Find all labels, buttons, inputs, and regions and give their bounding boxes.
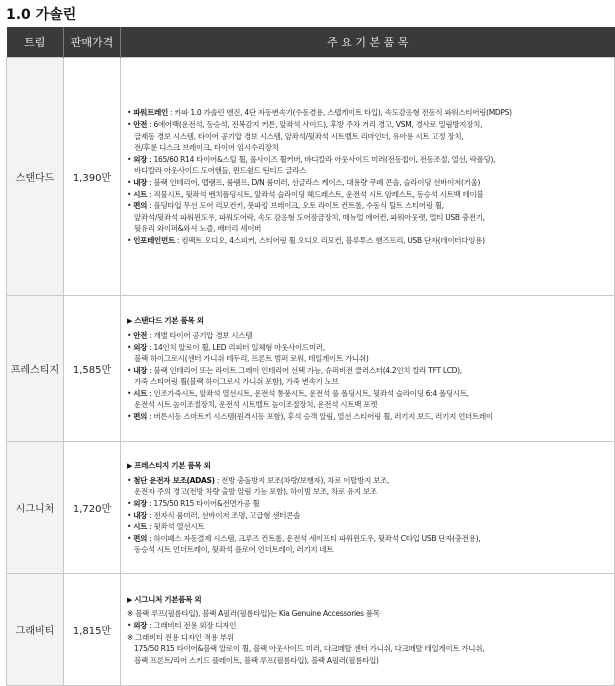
bullet-icon: • bbox=[127, 108, 134, 118]
feature-value: 직물시트, 뒷좌석 벤치폴딩시트, 앞좌석 슬라이딩 헤드레스트, 운전석 시트 암레스트, 동승석 시트백 테이블 bbox=[153, 189, 484, 199]
note-line: ※ 블랙 루프(필름타입), 블랙 A필러(필름타입)는 Kia Genuine Accessories 품목 bbox=[127, 609, 380, 619]
feature-value: 풀딩타입 무선 도어 리모컨키, 풋파킹 브레이크, 오토 라이트 컨트롤, 수동식 틸트 스티어링 휠, bbox=[153, 201, 444, 211]
feature-line bbox=[127, 212, 610, 224]
feature-key: 편의 bbox=[133, 201, 148, 211]
feature-value: 앞좌석/뒷좌석 파워윈도우, 파워도어락, 속도 감응형 도어잠금장치, 매뉴얼 에어컨, 파워아웃렛, 멀티 USB 충전기, bbox=[134, 212, 485, 222]
table-row bbox=[7, 574, 615, 686]
separator: : bbox=[147, 154, 154, 164]
feature-line bbox=[127, 131, 610, 143]
header-trim: 트림 bbox=[7, 27, 64, 58]
triangle-right-icon: ▶ bbox=[127, 462, 135, 471]
feature-line bbox=[127, 353, 610, 365]
feature-value: 전방 충돌방지 보조(차량/보행자), 차로 이탈방지 보조, bbox=[221, 475, 390, 485]
bullet-icon: • bbox=[127, 412, 134, 422]
bullet-icon: • bbox=[127, 120, 134, 130]
separator: : bbox=[147, 620, 154, 630]
separator: : bbox=[174, 235, 182, 245]
feature-key: 안전 bbox=[133, 330, 148, 340]
feature-key: 내장 bbox=[133, 365, 148, 375]
feature-line bbox=[127, 486, 610, 498]
separator: : bbox=[147, 510, 154, 520]
separator: : bbox=[147, 498, 154, 508]
separator: : bbox=[147, 178, 154, 187]
base-heading bbox=[127, 315, 610, 328]
table-row bbox=[7, 442, 615, 574]
bullet-icon: • bbox=[127, 510, 134, 520]
feature-line bbox=[127, 510, 610, 522]
price-cell: 1,585만 bbox=[64, 296, 121, 442]
note-line: 175/50 R15 타이어&블랙 알로이 휠, 블랙 아웃사이드 미러, 다크메탈 센터 가니쉬, 다크메탈 테일게이트 가니쉬, bbox=[134, 644, 485, 654]
header-price: 판매가격 bbox=[64, 27, 121, 58]
bullet-icon: • bbox=[127, 178, 134, 187]
feature-line bbox=[127, 165, 610, 177]
feature-line bbox=[127, 142, 610, 154]
feature-line bbox=[127, 235, 610, 247]
feature-key: 파워트레인 bbox=[133, 108, 168, 118]
base-heading-label: 프레스티지 기본 품목 외 bbox=[134, 461, 211, 471]
feature-value: 뒷유리 와이퍼&와셔 노즐, 배터리 세이버 bbox=[134, 224, 262, 234]
feature-key: 인포테인먼트 bbox=[133, 235, 175, 245]
feature-key: 안전 bbox=[133, 120, 148, 130]
feature-line bbox=[127, 544, 610, 556]
triangle-right-icon: ▶ bbox=[127, 317, 135, 326]
price-cell: 1,390만 bbox=[64, 58, 121, 296]
feature-line bbox=[127, 342, 610, 354]
separator: : bbox=[147, 330, 154, 340]
separator: : bbox=[147, 201, 154, 211]
bullet-icon: • bbox=[127, 201, 134, 211]
feature-value: 14인치 알로이 휠, LED 리피터 일체형 아웃사이드미러, bbox=[153, 342, 325, 352]
base-heading-label: 시그니처 기본품목 외 bbox=[134, 594, 202, 604]
feature-key: 내장 bbox=[133, 510, 148, 520]
table-row bbox=[7, 58, 615, 296]
feature-value: 운전석 시트 높이조절장치, 운전석 시트벨트 높이조절장치, 운전석 시트백 포켓 bbox=[134, 400, 378, 410]
separator: : bbox=[147, 189, 154, 199]
bullet-icon: • bbox=[127, 533, 134, 543]
note-line: 블랙 프론트/리어 스키드 플레이트, 블랙 루프(필름타입), 블랙 A필러(필름타입) bbox=[134, 655, 379, 665]
feature-key: 편의 bbox=[133, 412, 148, 422]
separator: : bbox=[147, 342, 154, 352]
feature-line bbox=[127, 388, 610, 400]
bullet-icon: • bbox=[127, 620, 134, 630]
feature-value: 동승석 시트 언더트레이, 뒷좌석 플로어 언더트레이, 러기지 네트 bbox=[134, 545, 334, 555]
feature-line bbox=[127, 107, 610, 119]
base-heading-label: 스탠다드 기본 품목 외 bbox=[134, 316, 204, 326]
trim-cell: 프레스티지 bbox=[7, 296, 64, 442]
feature-value: 가죽 스티어링 휠(블랙 하이그로시 가니쉬 포함), 가죽 변속기 노브 bbox=[134, 377, 339, 387]
features-cell bbox=[121, 296, 615, 442]
feature-key: 시트 bbox=[133, 522, 148, 532]
table-row bbox=[7, 296, 615, 442]
feature-value: 컴팩트 오디오, 4스피커, 스티어링 휠 오디오 리모컨, 블루투스 핸즈프리, USB 단자(데이터다잉용) bbox=[181, 235, 485, 245]
trim-cell: 그래비티 bbox=[7, 574, 64, 686]
feature-value: 하이패스 자동결제 시스템, 크루즈 컨트롤, 운전석 세이프티 파워윈도우, 뒷좌석 C타입 USB 단자(충전용), bbox=[153, 533, 481, 543]
bullet-icon: • bbox=[127, 235, 134, 245]
note-line: ※ 그래비티 전용 디자인 적용 부위 bbox=[127, 632, 234, 642]
bullet-icon: • bbox=[127, 189, 134, 199]
feature-line bbox=[127, 189, 610, 201]
feature-key: 첨단 운전자 보조(ADAS) bbox=[133, 475, 215, 485]
feature-value: 카파 1.0 가솔린 엔진, 4단 자동변속기(수동겸용, 스텝게이트 타입), 속도감응형 전동식 파워스티어링(MDPS) bbox=[174, 108, 512, 118]
feature-value: 블랙 인테리어, 맵램프, 룸램프, D/N 룸미러, 선글라스 케이스, 대용량 쿠페 콘솔, 슬라이딩 선바이저(거울) bbox=[153, 178, 481, 187]
separator: : bbox=[167, 108, 175, 118]
bullet-icon: • bbox=[127, 154, 134, 164]
feature-line bbox=[127, 533, 610, 545]
base-heading bbox=[127, 460, 610, 473]
feature-line bbox=[127, 376, 610, 388]
bullet-icon: • bbox=[127, 475, 134, 485]
feature-value: 블랙 인테리어 또는 라이트 그레이 인테리어 선택 가능, 슈퍼비전 클러스터(4.2인치 칼라 TFT LCD), bbox=[153, 365, 462, 375]
feature-value: 버튼시동 스마트키 시스템(원격시동 포함), 후석 승객 알림, 열선 스티어링 휠, 러기지 보드, 러기지 언더트레이 bbox=[153, 412, 493, 422]
feature-line bbox=[127, 330, 610, 342]
feature-key: 편의 bbox=[133, 533, 148, 543]
feature-key: 시트 bbox=[133, 388, 148, 398]
feature-value: 인조가죽시트, 앞좌석 열선시트, 운전석 통풍시트, 운전석 풀 폴딩시트, 뒷좌석 슬라이딩 6:4 폴딩시트, bbox=[153, 388, 469, 398]
separator: : bbox=[214, 475, 222, 485]
feature-value: 개별 타이어 공기압 경보 시스템 bbox=[153, 330, 253, 340]
feature-value: 운전자 주의 경고(전방 차량 출발 알림 기능 포함), 하이빔 보조, 차로 유지 보조 bbox=[134, 487, 377, 497]
separator: : bbox=[147, 522, 154, 532]
header-features: 주 요 기 본 품 목 bbox=[121, 27, 615, 58]
separator: : bbox=[147, 365, 154, 375]
feature-value: 블랙 하이그로시(센터 가니쉬 테두리, 프론트 범퍼 로워, 테일게이트 가니쉬) bbox=[134, 354, 369, 364]
feature-line bbox=[127, 177, 610, 189]
spec-table bbox=[6, 27, 615, 686]
feature-line bbox=[127, 498, 610, 510]
feature-value: 그래비티 전용 외장 디자인 bbox=[153, 620, 237, 630]
separator: : bbox=[147, 120, 154, 130]
feature-key: 시트 bbox=[133, 189, 148, 199]
feature-line bbox=[127, 154, 610, 166]
features-cell bbox=[121, 442, 615, 574]
feature-value: 바디칼라 아웃사이드 도어핸들, 윈드쉴드 틴티드 글라스 bbox=[134, 166, 307, 176]
bullet-icon: • bbox=[127, 498, 134, 508]
feature-value: 175/50 R15 타이어&전면가공 휠 bbox=[153, 498, 260, 508]
features-cell bbox=[121, 58, 615, 296]
bullet-icon: • bbox=[127, 342, 134, 352]
page-title: 1.0 가솔린 bbox=[6, 7, 77, 23]
trim-cell: 스탠다드 bbox=[7, 58, 64, 296]
feature-line bbox=[127, 119, 610, 131]
features-cell bbox=[121, 574, 615, 686]
feature-line bbox=[127, 475, 610, 487]
bullet-icon: • bbox=[127, 388, 134, 398]
triangle-right-icon: ▶ bbox=[127, 595, 135, 604]
feature-value: 전/후륜 디스크 브레이크, 타이어 임시수리장치 bbox=[134, 143, 279, 153]
feature-key: 외장 bbox=[133, 498, 148, 508]
feature-line bbox=[127, 521, 610, 533]
base-heading bbox=[127, 594, 610, 607]
feature-value: 전자식 룸미러, 선바이저 조명, 고급형 센터콘솔 bbox=[153, 510, 301, 520]
feature-value: 6에어백(운전석, 동승석, 전복감지 커튼, 앞좌석 사이드), 후방 주차 거리 경고, VSM, 경사로 밀림방지장치, bbox=[153, 120, 483, 130]
feature-value: 165/60 R14 타이어&스틸 휠, 풀사이즈 휠커버, 바디칼라 아웃사이드 미러(전동접이, 전동조절, 열선, 락폴딩), bbox=[153, 154, 496, 164]
table-header-row bbox=[7, 27, 615, 58]
bullet-icon: • bbox=[127, 330, 134, 340]
feature-line bbox=[127, 365, 610, 377]
feature-value: 뒷좌석 열선시트 bbox=[153, 522, 205, 532]
feature-key: 외장 bbox=[133, 342, 148, 352]
separator: : bbox=[147, 412, 154, 422]
feature-value: 급제동 경보 시스템, 타이어 공기압 경보 시스템, 앞좌석/뒷좌석 시트벨트 리마인더, 유아용 시트 고정 장치, bbox=[134, 131, 464, 141]
trim-cell: 시그니처 bbox=[7, 442, 64, 574]
feature-line bbox=[127, 223, 610, 235]
feature-line bbox=[127, 399, 610, 411]
price-cell: 1,815만 bbox=[64, 574, 121, 686]
feature-line bbox=[127, 200, 610, 212]
bullet-icon: • bbox=[127, 522, 134, 532]
price-cell: 1,720만 bbox=[64, 442, 121, 574]
bullet-icon: • bbox=[127, 365, 134, 375]
feature-key: 내장 bbox=[133, 178, 148, 187]
separator: : bbox=[147, 388, 154, 398]
feature-key: 외장 bbox=[133, 154, 148, 164]
feature-key: 외장 bbox=[133, 620, 148, 630]
feature-line bbox=[127, 411, 610, 423]
feature-line bbox=[127, 620, 610, 632]
separator: : bbox=[147, 533, 154, 543]
